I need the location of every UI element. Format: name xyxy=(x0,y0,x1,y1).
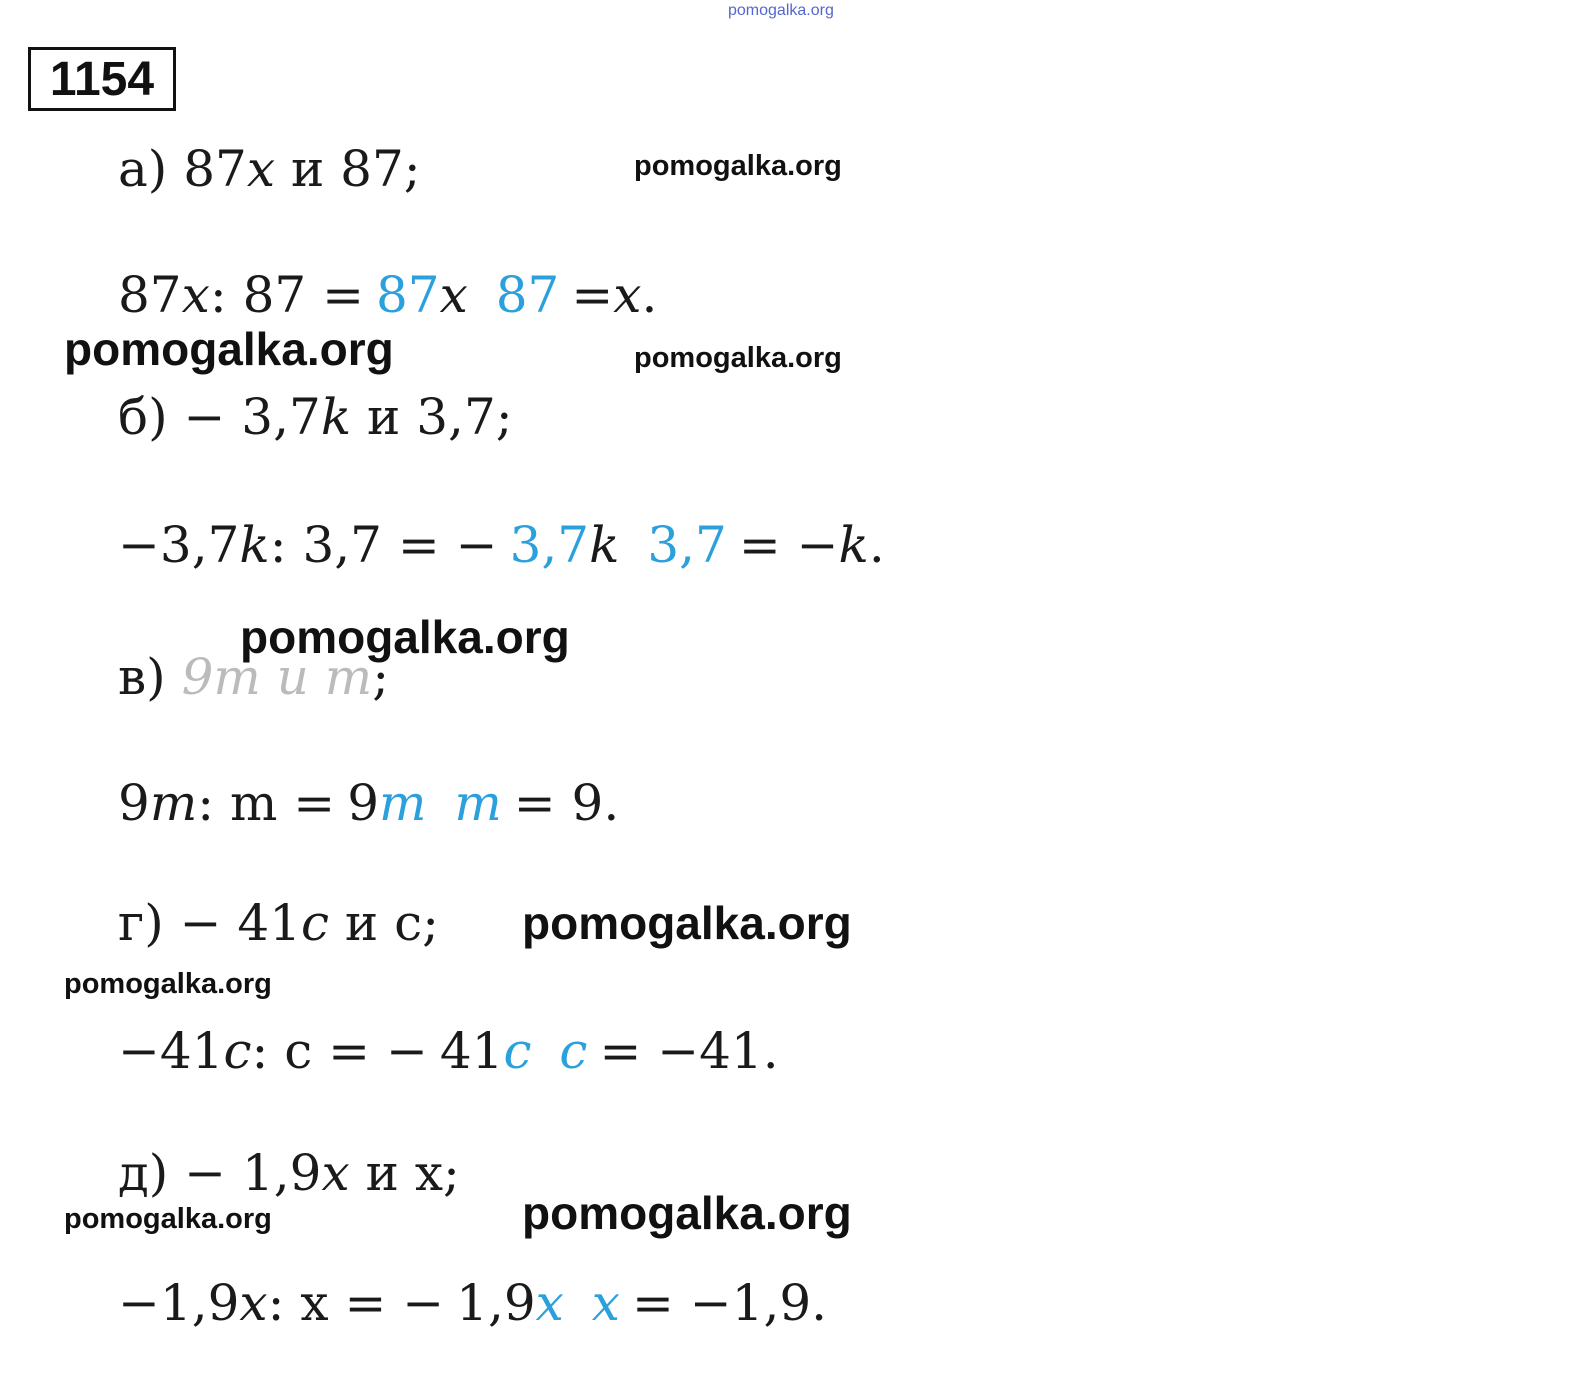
task-a: а) 87x и 87; xyxy=(118,140,421,198)
equation-g: −41 c : c = − 41c c = −41. xyxy=(118,1022,779,1080)
watermark: pomogalka.org xyxy=(634,342,842,374)
watermark: pomogalka.org xyxy=(64,323,394,375)
fraction: 87x 87 xyxy=(375,266,560,324)
equation-d: −1,9 x : x = − 1,9x x = −1,9. xyxy=(118,1274,828,1332)
watermark: pomogalka.org xyxy=(64,968,272,1000)
watermark-top: pomogalka.org xyxy=(728,2,834,19)
task-v: в) 9m и m; xyxy=(118,648,390,706)
fraction: 1,9x x xyxy=(456,1274,620,1332)
watermark: pomogalka.org xyxy=(522,897,852,949)
fraction: 9m m xyxy=(347,774,502,832)
fraction: 41c c xyxy=(439,1022,588,1080)
watermark: pomogalka.org xyxy=(240,611,570,663)
task-g: г) − 41c и c; xyxy=(118,894,439,952)
equation-v: 9 m : m = 9m m = 9. xyxy=(118,774,620,832)
equation-a: 87 x : 87 = 87x 87 = x . xyxy=(118,266,658,324)
fraction: 3,7k 3,7 xyxy=(509,516,727,574)
equation-b: −3,7 k : 3,7 = − 3,7k 3,7 = − k . xyxy=(118,516,885,574)
watermark: pomogalka.org xyxy=(634,150,842,182)
task-b: б) − 3,7k и 3,7; xyxy=(118,388,513,446)
watermark: pomogalka.org xyxy=(64,1203,272,1235)
task-d: д) − 1,9x и x; xyxy=(118,1144,460,1202)
problem-number: 1154 xyxy=(28,47,176,111)
watermark: pomogalka.org xyxy=(522,1187,852,1239)
